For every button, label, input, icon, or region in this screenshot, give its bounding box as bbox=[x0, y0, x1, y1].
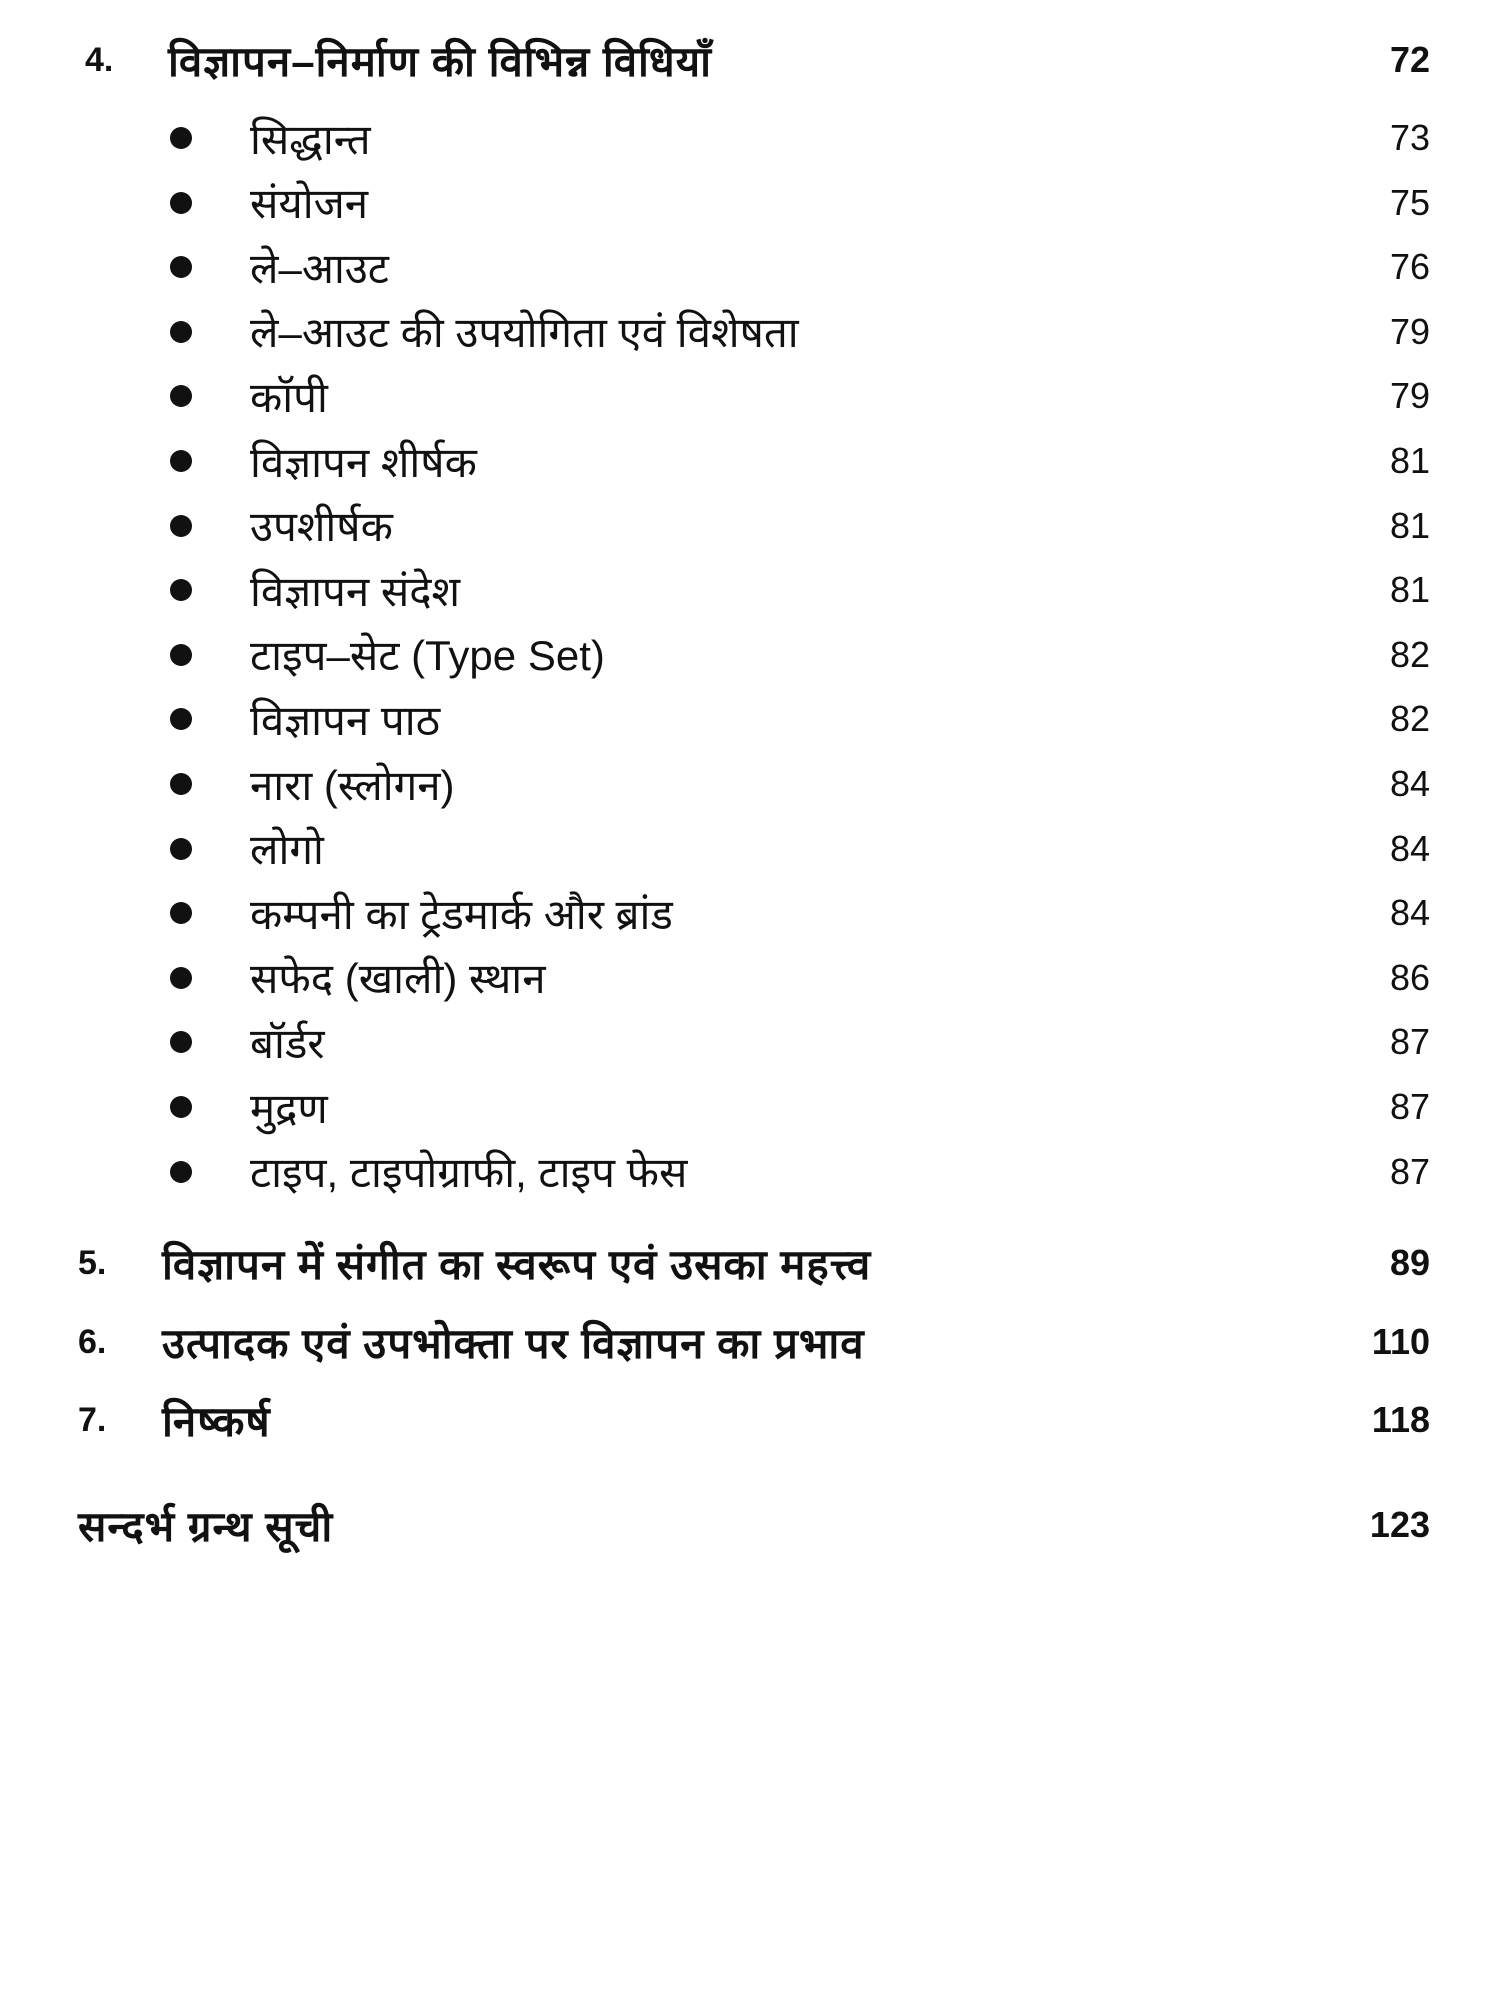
subsection-title: बॉर्डर bbox=[250, 1019, 325, 1067]
toc-subsection bbox=[0, 625, 1500, 685]
subsection-title: विज्ञापन पाठ bbox=[250, 696, 441, 744]
chapter-page: 72 bbox=[1389, 39, 1430, 80]
subsection-title: विज्ञापन संदेश bbox=[250, 567, 461, 615]
chapter-page: 118 bbox=[1371, 1399, 1430, 1440]
subsection-page: 84 bbox=[1389, 763, 1430, 804]
subsection-title: सफेद (खाली) स्थान bbox=[250, 955, 546, 1003]
subsection-page: 87 bbox=[1389, 1021, 1430, 1063]
toc-subsection bbox=[0, 431, 1500, 491]
subsection-title: उपशीर्षक bbox=[250, 503, 393, 551]
chapter-title: विज्ञापन में संगीत का स्वरूप एवं उसका महत्त्व bbox=[162, 1240, 872, 1288]
bullet-icon bbox=[170, 385, 192, 407]
bullet-icon bbox=[170, 902, 192, 924]
references-title: सन्दर्भ ग्रन्थ सूची bbox=[78, 1502, 334, 1550]
toc-subsection bbox=[0, 1012, 1500, 1072]
toc-subsection bbox=[0, 819, 1500, 879]
toc-subsection bbox=[0, 108, 1500, 168]
subsection-title: टाइप–सेट (Type Set) bbox=[250, 632, 605, 680]
subsection-page: 76 bbox=[1389, 246, 1430, 288]
toc-subsection bbox=[0, 1077, 1500, 1137]
toc-subsection bbox=[0, 496, 1500, 556]
toc-subsection bbox=[0, 883, 1500, 943]
chapter-number: 7. bbox=[78, 1400, 107, 1439]
subsection-page: 87 bbox=[1389, 1150, 1430, 1192]
subsection-page: 81 bbox=[1389, 440, 1430, 481]
toc-subsection bbox=[0, 173, 1500, 233]
chapter-number: 5. bbox=[78, 1243, 107, 1282]
bullet-icon bbox=[170, 579, 192, 601]
toc-chapter-4 bbox=[0, 30, 1500, 90]
subsection-page: 79 bbox=[1389, 375, 1430, 417]
chapter-page: 110 bbox=[1371, 1321, 1430, 1362]
subsection-page: 82 bbox=[1389, 633, 1430, 675]
chapter-title: उत्पादक एवं उपभोक्ता पर विज्ञापन का प्रभाव bbox=[162, 1319, 865, 1367]
subsection-title: संयोजन bbox=[250, 180, 369, 228]
toc-subsection bbox=[0, 754, 1500, 814]
subsection-title: सिद्धान्त bbox=[250, 115, 371, 163]
bullet-icon bbox=[170, 967, 192, 989]
subsection-title: लोगो bbox=[250, 826, 324, 874]
bullet-icon bbox=[170, 515, 192, 537]
subsection-title: ले–आउट की उपयोगिता एवं विशेषता bbox=[250, 309, 799, 357]
toc-subsection bbox=[0, 366, 1500, 426]
bullet-icon bbox=[170, 192, 192, 214]
subsection-page: 87 bbox=[1389, 1086, 1430, 1127]
bullet-icon bbox=[170, 321, 192, 343]
toc-subsection bbox=[0, 948, 1500, 1008]
toc-chapter bbox=[0, 1390, 1500, 1450]
chapter-title: निष्कर्ष bbox=[162, 1397, 271, 1445]
subsection-title: मुद्रण bbox=[250, 1084, 328, 1132]
chapter-number: 4. bbox=[85, 40, 114, 79]
toc-chapter bbox=[0, 1312, 1500, 1372]
bullet-icon bbox=[170, 644, 192, 666]
toc-subsection bbox=[0, 302, 1500, 362]
chapter-page: 89 bbox=[1389, 1242, 1430, 1283]
toc-references bbox=[0, 1495, 1500, 1555]
bullet-icon bbox=[170, 127, 192, 149]
toc-subsection bbox=[0, 1142, 1500, 1202]
bullet-icon bbox=[170, 773, 192, 795]
chapter-title: विज्ञापन–निर्माण की विभिन्न विधियाँ bbox=[168, 37, 712, 85]
subsection-page: 84 bbox=[1389, 827, 1430, 869]
subsection-title: ले–आउट bbox=[250, 244, 389, 292]
bullet-icon bbox=[170, 838, 192, 860]
chapter-number: 6. bbox=[78, 1322, 107, 1361]
subsection-page: 81 bbox=[1389, 504, 1430, 546]
subsection-page: 82 bbox=[1389, 698, 1430, 740]
bullet-icon bbox=[170, 1096, 192, 1118]
subsection-title: विज्ञापन शीर्षक bbox=[250, 438, 477, 486]
toc-subsection bbox=[0, 689, 1500, 749]
subsection-page: 79 bbox=[1389, 310, 1430, 352]
bullet-icon bbox=[170, 1161, 192, 1183]
bullet-icon bbox=[170, 450, 192, 472]
references-page: 123 bbox=[1369, 1504, 1430, 1545]
subsection-page: 81 bbox=[1389, 569, 1430, 611]
bullet-icon bbox=[170, 708, 192, 730]
subsection-title: नारा (स्लोगन) bbox=[250, 761, 455, 809]
subsection-title: कॉपी bbox=[250, 373, 328, 421]
toc-subsection bbox=[0, 237, 1500, 297]
subsection-title: कम्पनी का ट्रेडमार्क और ब्रांड bbox=[250, 890, 673, 938]
toc-subsection bbox=[0, 560, 1500, 620]
bullet-icon bbox=[170, 1031, 192, 1053]
subsection-page: 73 bbox=[1389, 117, 1430, 158]
subsection-page: 86 bbox=[1389, 956, 1430, 998]
subsection-title: टाइप, टाइपोग्राफी, टाइप फेस bbox=[250, 1149, 688, 1197]
toc-chapter bbox=[0, 1233, 1500, 1293]
subsection-page: 84 bbox=[1389, 892, 1430, 934]
subsection-page: 75 bbox=[1389, 181, 1430, 223]
bullet-icon bbox=[170, 256, 192, 278]
